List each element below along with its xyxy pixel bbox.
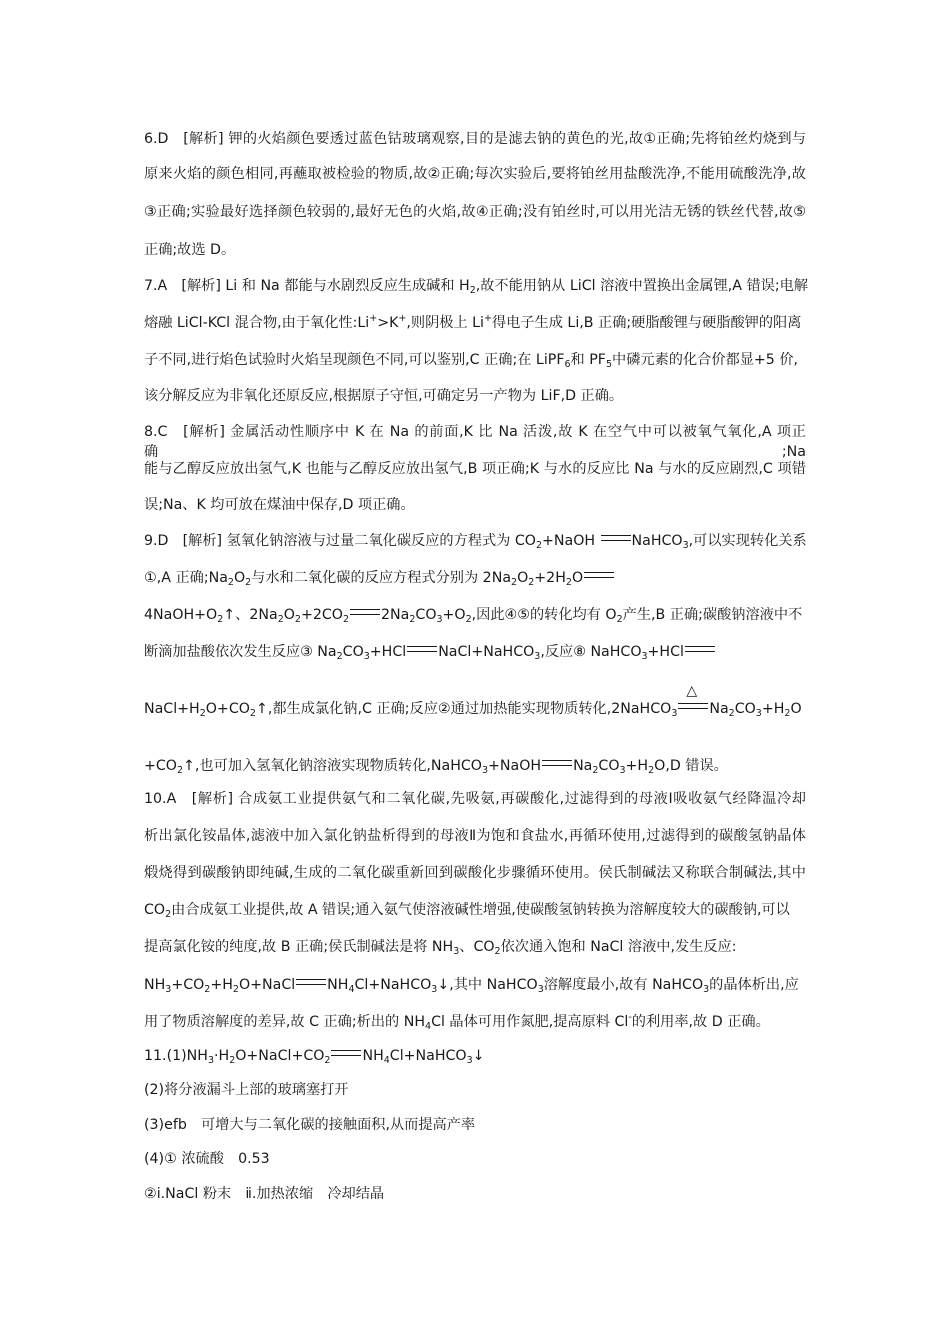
q10-line-5: 提高氯化铵的纯度,故 B 正确;侯氏制碱法是将 $NH_3$、$CO_2$依次通入饱和 NaCl 溶液中,发生反应: — [144, 939, 737, 957]
equals-sign — [685, 646, 715, 652]
heating-equals-sign — [678, 683, 708, 709]
equals-sign — [407, 646, 437, 652]
q10-line-3: 煅烧得到碳酸钠即纯碱,生成的二氧化碳重新回到碳酸化步骤循环使用。侯氏制碱法又称联合制碱法,其中 — [144, 865, 806, 881]
q11-line-4: (4)① 浓硫酸 0.53 — [144, 1151, 270, 1167]
q6-line-3: ③正确;实验最好选择颜色较弱的,最好无色的火焰,故④正确;没有铂丝时,可以用光洁无锈的铁丝代替,故⑤ — [144, 204, 806, 220]
q9-line-5: $NaCl+H_2O+CO_2↑$,都生成氯化钠,C 正确;反应②通过加热能实现物质转化,2NaHCO$_3$ △ $Na_2CO_3+H_2O$ — [144, 683, 802, 719]
equals-sign — [584, 572, 614, 578]
q7-line-3: 子不同,进行焰色试验时火焰呈现颜色不同,可以鉴别,C 正确;在 LiPF$_6$和 $PF_5$中磷元素的化合价都显+5 价, — [144, 352, 799, 370]
equals-sign — [542, 760, 572, 766]
q9-line-3: $4NaOH+O_2↑$、$2Na_2O_2+2CO_2$ $2Na_2CO_3+O_2$,因此④⑤的转化均有 $O_2$产生,B 正确;碳酸钠溶液中不 — [144, 607, 803, 625]
q6-line-2: 原来火焰的颜色相同,再蘸取被检验的物质,故②正确;每次实验后,要将铂丝用盐酸洗净,不能用硫酸洗净,故 — [144, 166, 806, 182]
q11-line-5: ②i.NaCl 粉末 ⅱ.加热浓缩 冷却结晶 — [144, 1186, 385, 1202]
equals-sign — [350, 609, 380, 615]
q8-line-2: 能与乙醇反应放出氢气,K 也能与乙醇反应放出氢气,B 项正确;K 与水的反应比 Na 与水的反应剧烈,C 项错 — [144, 461, 806, 477]
q10-line-1: 10.A [解析] 合成氨工业提供氨气和二氧化碳,先吸氨,再碳酸化,过滤得到的母液Ⅰ吸收氨气经降温冷却 — [144, 791, 806, 807]
q11-line-2: (2)将分液漏斗上部的玻璃塞打开 — [144, 1082, 349, 1098]
q6-line-1: 6.D [解析] 钾的火焰颜色要透过蓝色钴玻璃观察,目的是滤去钠的黄色的光,故①正确;先将铂丝灼烧到与 — [144, 131, 806, 147]
q11-line-1: $11.(1)NH_3\cdot H_2O+NaCl+CO_2$ $NH_4Cl+NaHCO_3↓$ — [144, 1048, 485, 1066]
equals-sign — [296, 979, 326, 985]
q10-line-7: 用了物质溶解度的差异,故 C 正确;析出的 $NH_4Cl$ 晶体可用作氮肥,提高原料 Cl-的利用率,故 D 正确。 — [144, 1012, 770, 1032]
q10-line-2: 析出氯化铵晶体,滤液中加入氯化钠盐析得到的母液Ⅱ为饱和食盐水,再循环使用,过滤得到的碳酸氢钠晶体 — [144, 828, 806, 844]
q9-line-6: $+CO_2↑$,也可加入氢氧化钠溶液实现物质转化,NaHCO$_3$+NaOH $Na_2CO_3+H_2O,D$ 错误。 — [144, 758, 728, 776]
q10-line-6: $NH_3+CO_2+H_2O+NaCl$ $NH_4Cl+NaHCO_3↓$,其中 NaHCO$_3$溶解度最小,故有 NaHCO$_3$的晶体析出,应 — [144, 977, 799, 995]
q9-line-1: 9.D [解析] 氢氧化钠溶液与过量二氧化碳反应的方程式为 $CO_2+NaOH$ NaHCO$_3$,可以实现转化关系 — [144, 533, 807, 551]
equals-sign — [601, 535, 631, 541]
q9-line-4: 断滴加盐酸依次发生反应③ $Na_2CO_3+HCl$ NaCl+NaHCO$_3$,反应⑧ NaHCO$_3$+HCl — [144, 642, 716, 662]
q7-line-1: 7.A [解析] Li 和 Na 都能与水剧烈反应生成碱和 $H_2$,故不能用钠从 LiCl 溶液中置换出金属锂,A 错误;电解 — [144, 278, 809, 296]
q8-line-1: 8.C [解析] 金属活动性顺序中 K 在 Na 的前面,K 比 Na 活泼,故 K 在空气中可以被氧气氧化,A 项正确;Na — [144, 424, 806, 460]
q6-line-4: 正确;故选 D。 — [144, 242, 236, 258]
q9-line-2: ①,A 正确$;Na_2O_2$与水和二氧化碳的反应方程式分别为 $2Na_2O_2+2H_2O$ — [144, 568, 615, 588]
q8-line-3: 误;Na、K 均可放在煤油中保存,D 项正确。 — [144, 497, 415, 513]
q7-line-4: 该分解反应为非氧化还原反应,根据原子守恒,可确定另一产物为 LiF,D 正确。 — [144, 388, 624, 404]
equals-sign — [331, 1050, 361, 1056]
q7-line-2: 熔融 LiCl-KCl 混合物,由于氧化性:Li+>K+,则阴极上 Li+得电子生成 Li,B 正确;硬脂酸锂与硬脂酸钾的阳离 — [144, 313, 802, 331]
heat-triangle-icon: △ — [686, 683, 698, 699]
q10-line-4: $CO_2$由合成氨工业提供,故 A 错误;通入氨气使溶液碱性增强,使碳酸氢钠转换为溶解度较大的碳酸钠,可以 — [144, 902, 790, 920]
q11-line-3: (3)efb 可增大与二氧化碳的接触面积,从而提高产率 — [144, 1117, 476, 1133]
